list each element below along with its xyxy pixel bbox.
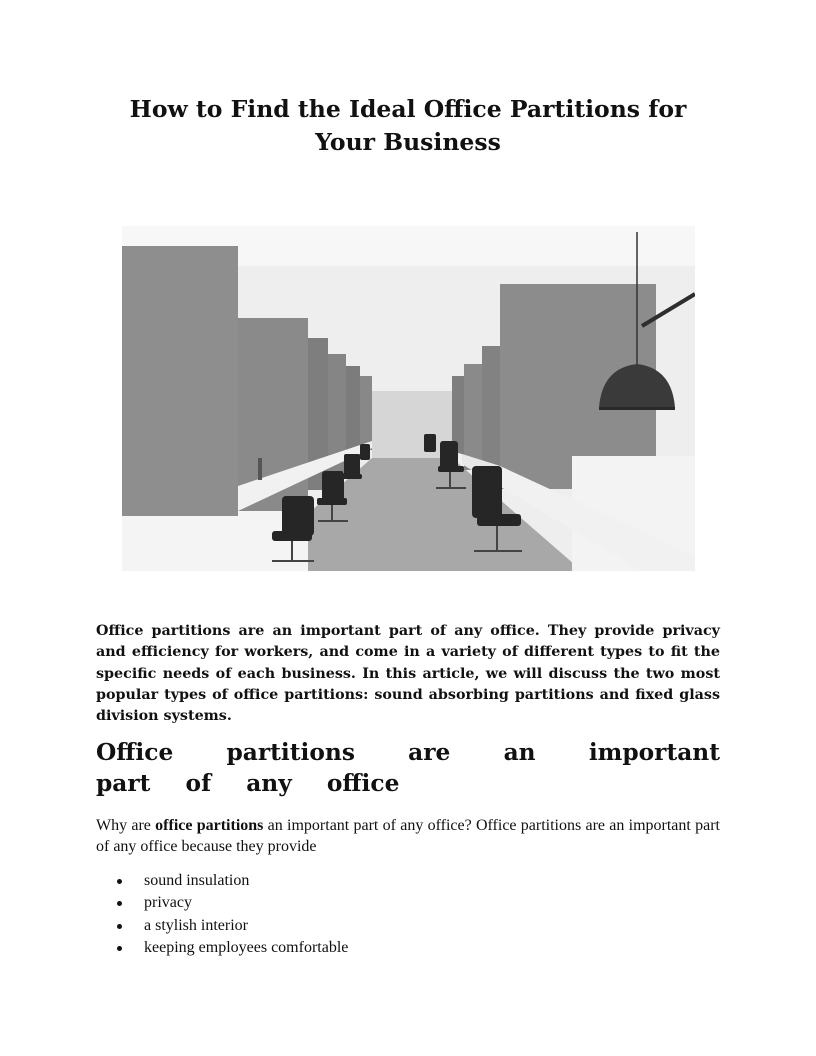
intro-paragraph: Office partitions are an important part of any office. They provide privacy and efficiency for workers, and come in a variety of different types to fit the specific needs of each business. In this article, we will discuss the two most popular types of office partitions: sound absorbing partitions and fixed glass division systems. <box>96 623 720 725</box>
list-item-text: privacy <box>144 894 192 912</box>
office-image <box>122 226 695 571</box>
page-title <box>96 93 720 159</box>
section-paragraph-end: an important part of any office? Office partitions are an important part of any office because they provide <box>96 817 720 855</box>
benefits-list <box>96 870 720 960</box>
section-heading-text: Office partitions are an important part of any office <box>96 739 720 797</box>
bullet-icon <box>117 879 122 884</box>
section-heading <box>96 737 720 799</box>
list-item <box>96 870 720 892</box>
list-item <box>96 915 720 937</box>
bullet-icon <box>117 901 122 906</box>
section-paragraph-start: Why are <box>96 817 156 834</box>
bullet-icon <box>117 946 122 951</box>
title-line-1: How to Find the Ideal Office Partitions for <box>129 95 687 123</box>
bullet-icon <box>117 924 122 929</box>
list-item-text: a stylish interior <box>144 916 248 934</box>
list-item <box>96 937 720 959</box>
section-paragraph-bold: office partitions <box>155 817 264 834</box>
list-item-text: sound insulation <box>144 872 250 889</box>
section-paragraph <box>96 815 720 857</box>
title-line-2: Your Business <box>315 128 501 156</box>
list-item <box>96 892 720 914</box>
list-item-text: keeping employees comfortable <box>144 939 349 957</box>
